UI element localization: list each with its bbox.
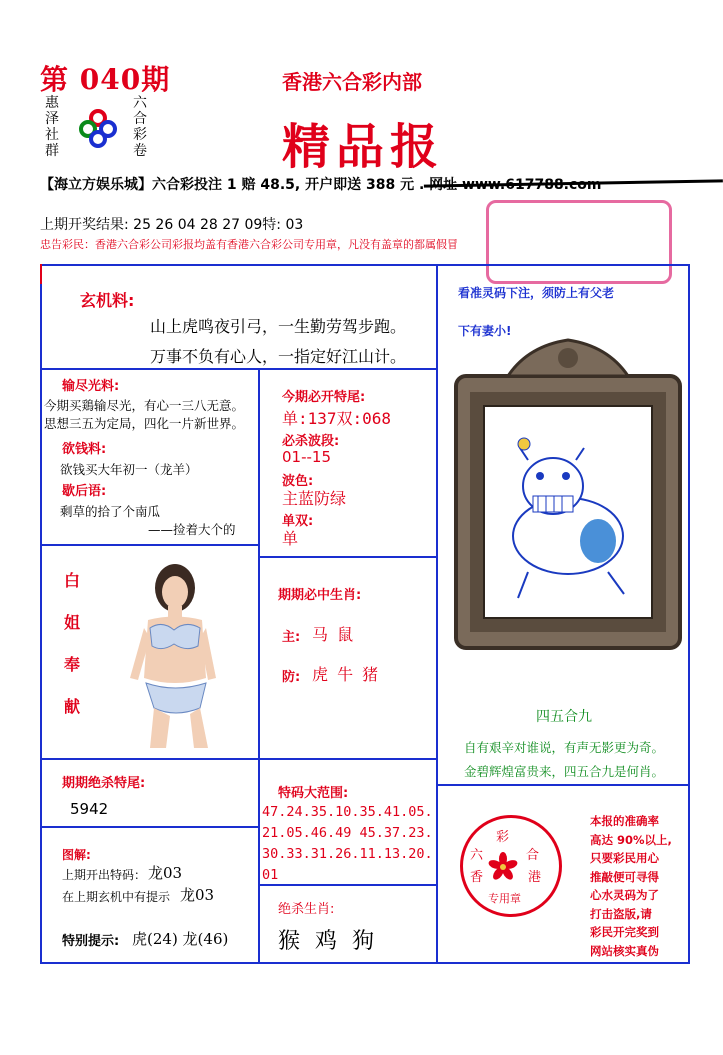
tail-title: 今期必开特尾: bbox=[282, 390, 366, 405]
seal-char: 合 bbox=[526, 848, 540, 863]
right-vertical-label: 六 合 彩 卷 bbox=[133, 95, 147, 159]
grid-line bbox=[40, 368, 436, 370]
grid-line bbox=[40, 544, 258, 546]
lottery-logo-icon bbox=[80, 108, 116, 152]
explain-line-2-label: 在上期玄机中有提示 bbox=[62, 890, 171, 904]
special-label: 特别提示: bbox=[62, 934, 120, 949]
kill-zodiac-value: 猴 鸡 狗 bbox=[278, 929, 378, 954]
model-photo bbox=[120, 558, 220, 748]
grid-accent bbox=[40, 264, 42, 284]
wave-kill-value: 01--15 bbox=[282, 448, 331, 466]
code-range-rows bbox=[262, 802, 436, 886]
seal-char: 香 bbox=[470, 870, 484, 885]
grid-line bbox=[258, 368, 260, 962]
color-value: 主蓝防绿 bbox=[282, 489, 347, 508]
poem-title: 四五合九 bbox=[536, 709, 592, 725]
zodiac-guard-value: 虎 牛 猪 bbox=[312, 665, 381, 684]
kill-tail-value: 5942 bbox=[70, 800, 109, 818]
big-title: 精品报 bbox=[282, 119, 445, 175]
white-sister-label: 白 姐 奉 献 bbox=[63, 571, 80, 716]
poem-line-1: 自有艰辛对谁说，有声无影更为奇。 bbox=[464, 740, 665, 755]
poem-line-2: 金碧辉煌富贵来，四五合九是何肖。 bbox=[464, 764, 665, 779]
seal-char: 彩 bbox=[496, 830, 510, 845]
zodiac-guard-label: 防: bbox=[282, 670, 301, 685]
zodiac-main-label: 主: bbox=[282, 630, 301, 645]
special-value: 虎(24) 龙(46) bbox=[132, 930, 229, 948]
issue-number: 第 040期 bbox=[40, 63, 171, 96]
right-note-2: 下有妻小! bbox=[458, 324, 512, 338]
code-range-row: 47.24.35.10.35.41.05. bbox=[262, 804, 433, 820]
code-range-row: 01 bbox=[262, 867, 279, 883]
xuanji-title: 玄机料: bbox=[80, 291, 135, 310]
grid-line bbox=[436, 264, 438, 964]
grid-line bbox=[40, 758, 436, 760]
seal-bottom: 专用章 bbox=[488, 892, 521, 905]
code-range-title: 特码大范围: bbox=[278, 786, 349, 801]
right-note-1: 看准灵码下注，须防上有父老 bbox=[458, 286, 615, 300]
last-draw-result: 上期开奖结果: 25 26 04 28 27 09特: 03 bbox=[40, 217, 304, 233]
shuying-line-2: 思想三五为定局，四化一片新世界。 bbox=[44, 416, 245, 431]
yuqian-text: 欲钱买大年初一（龙羊） bbox=[60, 462, 198, 477]
xuanji-line-1: 山上虎鸣夜引弓，一生勤劳驾步跑。 bbox=[150, 317, 407, 336]
grid-line bbox=[436, 784, 688, 786]
kill-tail-title: 期期绝杀特尾: bbox=[62, 776, 146, 791]
grid-line bbox=[40, 264, 690, 266]
code-range-row: 21.05.46.49 45.37.23. bbox=[262, 825, 433, 841]
grid-line bbox=[40, 962, 690, 964]
grid-line bbox=[688, 264, 690, 964]
seal-char: 港 bbox=[528, 870, 542, 885]
stamp-frame bbox=[486, 200, 672, 284]
explain-title: 图解: bbox=[62, 848, 91, 862]
zodiac-main-value: 马 鼠 bbox=[312, 625, 356, 644]
explain-line-1-label: 上期开出特码： bbox=[62, 868, 147, 882]
color-title: 波色: bbox=[282, 474, 314, 489]
explain-line-2-value: 龙03 bbox=[180, 886, 215, 904]
xiehouyu-line-1: 剩草的拾了个南瓜 bbox=[60, 504, 161, 519]
odd-even-value: 单 bbox=[282, 529, 299, 548]
shuying-title: 输尽光料: bbox=[62, 379, 120, 394]
ad-banner[interactable]: 【海立方娱乐城】六合彩投注 1 赔 48.5, 开户即送 388 元 . 网址 www.617788.com bbox=[40, 177, 602, 193]
odd-even-title: 单双: bbox=[282, 514, 314, 529]
shuying-line-1: 今期买鶏输尽光，有心一三八无意。 bbox=[44, 398, 245, 413]
headline: 香港六合彩内部 bbox=[282, 70, 422, 94]
seal-char: 六 bbox=[470, 848, 484, 863]
bauhinia-icon bbox=[488, 852, 518, 886]
xiehouyu-line-2: ——捡着大个的 bbox=[148, 522, 236, 537]
left-vertical-label: 惠 泽 社 群 bbox=[45, 95, 59, 159]
tail-value: 单:137双:068 bbox=[282, 409, 392, 428]
xiehouyu-title: 歇后语: bbox=[62, 484, 107, 499]
zodiac-title: 期期必中生肖: bbox=[278, 588, 362, 603]
framed-cow-picture bbox=[448, 336, 688, 654]
wave-kill-title: 必杀波段: bbox=[282, 434, 340, 449]
accuracy-note: 本报的准确率 高达 90%以上, 只要彩民用心 推敲便可寻得 心水灵码为了 打击盗版,请 彩民开完奖到 网站核实真伪 bbox=[590, 814, 672, 958]
xuanji-line-2: 万事不负有心人，一指定好江山计。 bbox=[150, 347, 407, 366]
kill-zodiac-title: 绝杀生肖: bbox=[278, 902, 335, 917]
code-range-row: 30.33.31.26.11.13.20. bbox=[262, 846, 433, 862]
grid-line bbox=[40, 826, 258, 828]
explain-line-1-value: 龙03 bbox=[148, 864, 183, 882]
yuqian-title: 欲钱料: bbox=[62, 442, 107, 457]
grid-line bbox=[258, 556, 436, 558]
warning-text: 忠告彩民：香港六合彩公司彩报均盖有香港六合彩公司专用章，凡没有盖章的都属假冒 bbox=[40, 238, 458, 251]
